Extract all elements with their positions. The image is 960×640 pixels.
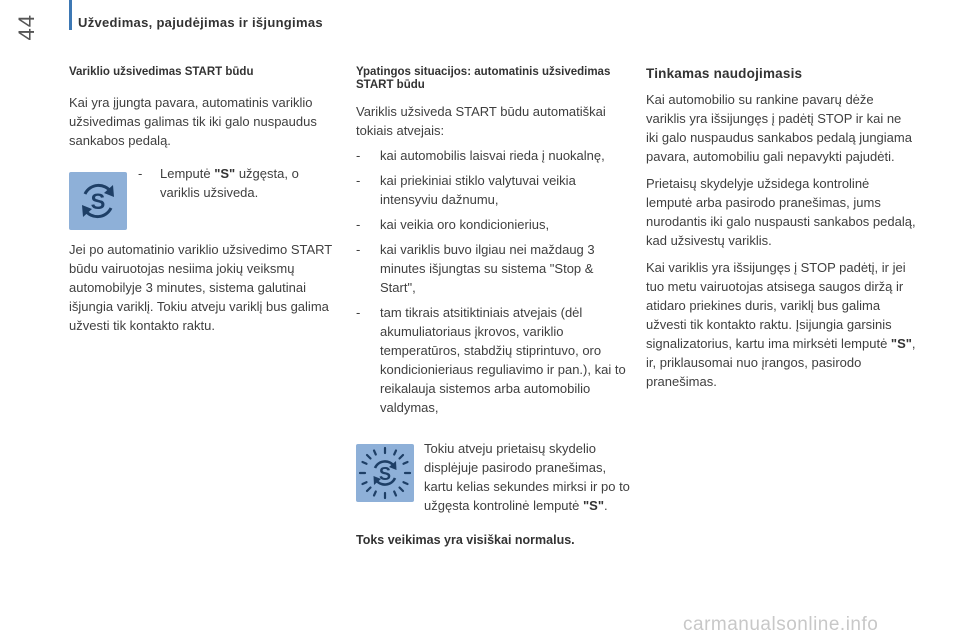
svg-text:S: S bbox=[378, 464, 392, 484]
blinking-description: Tokiu atveju prietaisų skydelio displėjuje pasirodo pranešimas, kartu kelias sekundes mirksi ir po to užgęsta kontrolinė lemputė "S". bbox=[424, 441, 630, 513]
icon-row-lamp-off bbox=[69, 164, 334, 226]
heading-start-mode: Variklio užsivedimas START būdu bbox=[69, 66, 254, 78]
icon-row-blinking bbox=[356, 439, 630, 513]
list-item: - tam tikrais atsitiktiniais atvejais (dėl akumuliatoriaus įkrovos, variklio temperatūros, stabdžių stiprintuvo, oro kondicionieriaus reguliavimo ir pan.), kai to reikalauja sistemos arba automobilio valdymas, bbox=[356, 305, 626, 415]
paragraph-auto-shutdown: Jei po automatinio variklio užsivedimo START būdu vairuotojas nesiima jokių veiksmų automobilyje 3 minutes, sistema galutinai išjungia variklį. Tokiu atveju variklį bus galima užvesti tik kontakto raktu. bbox=[69, 242, 333, 333]
column-start-mode bbox=[69, 66, 334, 335]
list-item: - kai veikia oro kondicionierius, bbox=[356, 217, 550, 232]
list-item: - kai automobilis laisvai rieda į nuokalnę, bbox=[356, 148, 605, 163]
list-dash: - bbox=[138, 166, 143, 181]
page-number: 44 bbox=[14, 14, 39, 41]
stop-start-s-blinking-icon bbox=[356, 444, 414, 502]
situations-list bbox=[356, 146, 628, 417]
list-item: - kai priekiniai stiklo valytuvai veikia intensyviu dažnumu, bbox=[356, 173, 576, 207]
paragraph-seatbelt-door: Kai variklis yra išsijungęs į STOP padėtį, ir jei tuo metu vairuotojas atsisega saugos diržą ir atidaro priekines duris, variklį bus galima užvesti tik kontakto raktu. Įsijungia garsinis signalizatorius, kartu ima mirksėti lemputė "S", ir, priklausomai nuo įrangos, pasirodo pranešimas. bbox=[646, 260, 916, 389]
paragraph-manual-gearbox: Kai automobilio su rankine pavarų dėže variklis yra išsijungęs į padėtį STOP ir kai ne iki galo nuspaudus sankabos pedalą jungiama pavara, automobiliu gali nepavykti pajudėti. bbox=[646, 92, 912, 164]
heading-proper-use: Tinkamas naudojimasis bbox=[646, 66, 803, 81]
list-item: - kai variklis buvo ilgiau nei maždaug 3 minutes išjungtas su sistema "Stop & Start", bbox=[356, 242, 595, 295]
paragraph-clutch-requirement: Kai yra įjungta pavara, automatinis variklio užsivedimas galimas tik iki galo nuspaudus sankabos pedalą. bbox=[69, 95, 317, 148]
header-accent-bar bbox=[69, 0, 72, 30]
watermark: carmanualsonline.info bbox=[683, 614, 879, 635]
column-special-situations bbox=[356, 66, 628, 550]
paragraph-warning-lamp: Prietaisų skydelyje užsidega kontrolinė lemputė arba pasirodo pranešimas, jums nurodantis iki galo nuspausti sankabos pedalą, kad užsivestų variklis. bbox=[646, 176, 916, 248]
column-proper-use bbox=[646, 66, 916, 391]
lamp-off-description: Lemputė "S" užgęsta, o variklis užsiveda. bbox=[160, 166, 299, 200]
section-title: Užvedimas, pajudėjimas ir išjungimas bbox=[78, 15, 323, 30]
paragraph-intro: Variklis užsiveda START būdu automatiškai tokiais atvejais: bbox=[356, 104, 606, 138]
normal-operation-note: Toks veikimas yra visiškai normalus. bbox=[356, 533, 575, 547]
svg-text:S: S bbox=[90, 189, 106, 214]
heading-special-situations: Ypatingos situacijos: automatinis užsivedimas START būdu bbox=[356, 66, 611, 91]
stop-start-s-icon bbox=[69, 172, 127, 230]
